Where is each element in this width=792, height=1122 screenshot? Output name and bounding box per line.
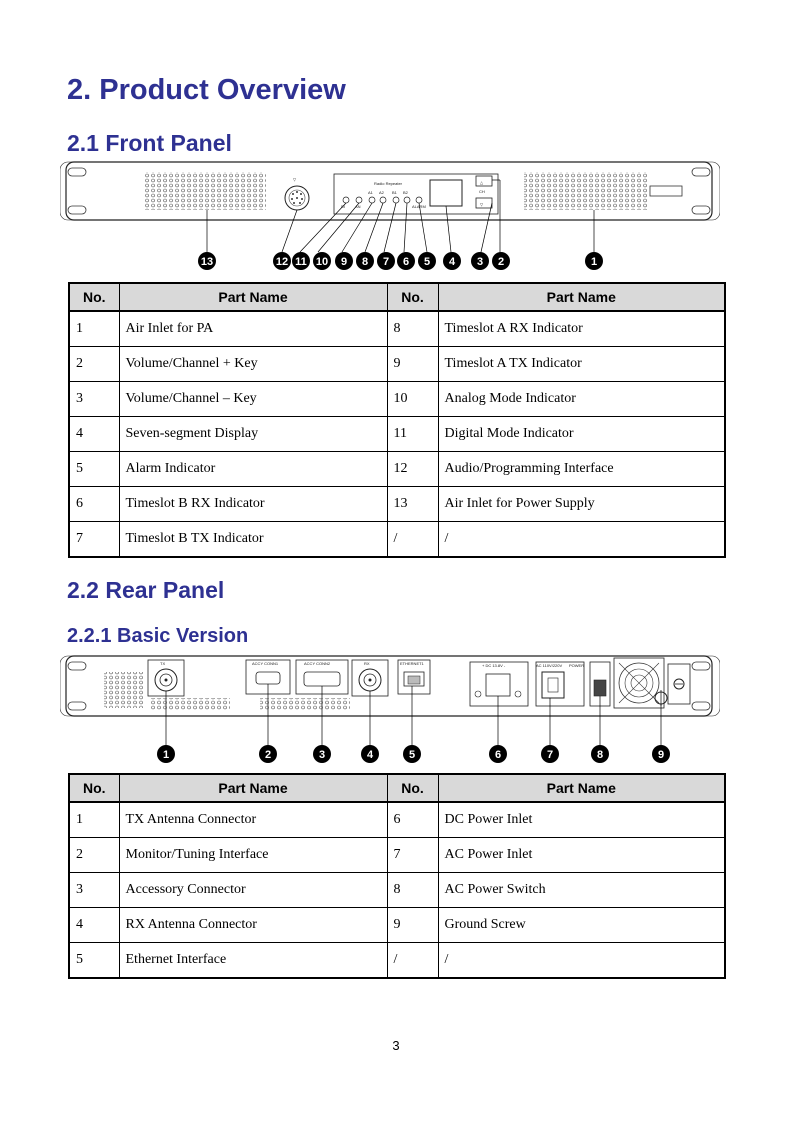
table-row	[69, 311, 725, 347]
part-name: Air Inlet for PA	[119, 311, 387, 347]
callout-number: 7	[546, 749, 554, 761]
vent-icon	[260, 698, 350, 710]
part-number: 2	[69, 838, 119, 873]
part-number: /	[387, 522, 438, 558]
part-number: 8	[387, 873, 438, 908]
basic-version-heading: 2.2.1 Basic Version	[67, 625, 249, 647]
part-number: 3	[69, 382, 119, 417]
part-number: 2	[69, 347, 119, 382]
callout-number: 3	[318, 749, 326, 761]
svg-text:ACCY CONN1: ACCY CONN1	[252, 661, 279, 666]
part-number: 8	[387, 311, 438, 347]
callout-number: 9	[340, 256, 348, 268]
part-name: /	[438, 943, 725, 979]
column-header: No.	[69, 283, 119, 311]
part-number: 12	[387, 452, 438, 487]
svg-text:B1: B1	[392, 190, 397, 195]
front-panel-illustration	[60, 158, 720, 278]
table-row	[69, 347, 725, 382]
svg-text:△: △	[480, 180, 484, 185]
vent-icon	[104, 672, 144, 708]
callout-number: 4	[448, 256, 456, 268]
svg-text:AN: AN	[355, 204, 361, 209]
part-name: AC Power Inlet	[438, 838, 725, 873]
table-row	[69, 522, 725, 558]
part-number: 1	[69, 802, 119, 838]
callout-number: 1	[590, 256, 598, 268]
table-row	[69, 802, 725, 838]
rear-panel-table	[68, 773, 726, 979]
part-name: /	[438, 522, 725, 558]
callout-number: 5	[423, 256, 431, 268]
part-name: AC Power Switch	[438, 873, 725, 908]
part-number: 4	[69, 908, 119, 943]
part-name: Timeslot A RX Indicator	[438, 311, 725, 347]
part-number: 4	[69, 417, 119, 452]
callout-number: 2	[264, 749, 272, 761]
svg-text:ALARM: ALARM	[412, 204, 426, 209]
part-name: DC Power Inlet	[438, 802, 725, 838]
part-name: Audio/Programming Interface	[438, 452, 725, 487]
part-number: /	[387, 943, 438, 979]
front-callouts	[198, 252, 603, 270]
svg-text:POWER: POWER	[569, 663, 585, 668]
callout-number: 4	[366, 749, 374, 761]
callout-number: 8	[596, 749, 604, 761]
display-caption: Radio Repeater	[374, 181, 403, 186]
svg-text:A1: A1	[368, 190, 373, 195]
section-heading: 2. Product Overview	[67, 74, 346, 106]
column-header: No.	[387, 283, 438, 311]
part-number: 9	[387, 908, 438, 943]
callout-number: 3	[476, 256, 484, 268]
power-supply-vent-icon	[144, 172, 266, 210]
part-name: Volume/Channel – Key	[119, 382, 387, 417]
callout-number: 12	[275, 256, 289, 268]
vent-icon	[150, 698, 230, 710]
svg-text:ETHERNET1: ETHERNET1	[400, 661, 424, 666]
part-name: Analog Mode Indicator	[438, 382, 725, 417]
callout-number: 2	[497, 256, 505, 268]
svg-text:+ DC 13.8V -: + DC 13.8V -	[482, 663, 506, 668]
callout-number: 5	[408, 749, 416, 761]
part-number: 13	[387, 487, 438, 522]
page-number: 3	[392, 1038, 400, 1053]
column-header: No.	[387, 774, 438, 802]
callout-number: 8	[361, 256, 369, 268]
table-row	[69, 838, 725, 873]
table-row	[69, 452, 725, 487]
rear-panel-heading: 2.2 Rear Panel	[67, 577, 225, 603]
svg-text:ACCY CONN2: ACCY CONN2	[304, 661, 331, 666]
table-row	[69, 908, 725, 943]
svg-text:▽: ▽	[480, 202, 484, 207]
table-header-row	[69, 774, 725, 802]
ac-power-switch-icon	[594, 680, 606, 696]
svg-text:▽: ▽	[293, 177, 297, 182]
part-name: Timeslot A TX Indicator	[438, 347, 725, 382]
table-row	[69, 487, 725, 522]
svg-text:DI: DI	[341, 204, 345, 209]
part-number: 6	[387, 802, 438, 838]
part-number: 3	[69, 873, 119, 908]
part-name: Volume/Channel + Key	[119, 347, 387, 382]
part-name: Seven-segment Display	[119, 417, 387, 452]
rear-panel-illustration	[60, 650, 720, 766]
svg-text:CH: CH	[479, 189, 485, 194]
callout-number: 10	[315, 256, 329, 268]
front-panel-heading: 2.1 Front Panel	[67, 130, 232, 156]
part-name: Timeslot B TX Indicator	[119, 522, 387, 558]
part-name: RX Antenna Connector	[119, 908, 387, 943]
column-header: Part Name	[119, 283, 387, 311]
table-row	[69, 417, 725, 452]
part-number: 7	[387, 838, 438, 873]
part-name: Digital Mode Indicator	[438, 417, 725, 452]
column-header: Part Name	[119, 774, 387, 802]
svg-text:RX: RX	[364, 661, 370, 666]
table-row	[69, 873, 725, 908]
rear-callouts	[157, 745, 670, 763]
part-name: TX Antenna Connector	[119, 802, 387, 838]
svg-text:B2: B2	[403, 190, 408, 195]
part-name: Monitor/Tuning Interface	[119, 838, 387, 873]
callout-number: 6	[402, 256, 410, 268]
callout-number: 1	[162, 749, 170, 761]
svg-text:TX: TX	[160, 661, 166, 666]
table-row	[69, 943, 725, 979]
part-number: 5	[69, 943, 119, 979]
part-number: 10	[387, 382, 438, 417]
part-name: Timeslot B RX Indicator	[119, 487, 387, 522]
part-number: 9	[387, 347, 438, 382]
svg-text:AC 110V/220V: AC 110V/220V	[536, 663, 563, 668]
column-header: Part Name	[438, 774, 725, 802]
front-panel-table	[68, 282, 726, 558]
callout-number: 11	[295, 256, 307, 268]
part-number: 5	[69, 452, 119, 487]
part-number: 6	[69, 487, 119, 522]
part-number: 7	[69, 522, 119, 558]
table-header-row	[69, 283, 725, 311]
table-row	[69, 382, 725, 417]
svg-text:A2: A2	[379, 190, 384, 195]
pa-vent-icon	[524, 172, 648, 210]
callout-number: 13	[200, 256, 214, 268]
part-name: Ground Screw	[438, 908, 725, 943]
column-header: No.	[69, 774, 119, 802]
part-number: 1	[69, 311, 119, 347]
callout-number: 7	[382, 256, 390, 268]
callout-number: 6	[494, 749, 502, 761]
part-name: Ethernet Interface	[119, 943, 387, 979]
part-name: Accessory Connector	[119, 873, 387, 908]
column-header: Part Name	[438, 283, 725, 311]
part-number: 11	[387, 417, 438, 452]
callout-number: 9	[657, 749, 665, 761]
part-name: Alarm Indicator	[119, 452, 387, 487]
part-name: Air Inlet for Power Supply	[438, 487, 725, 522]
